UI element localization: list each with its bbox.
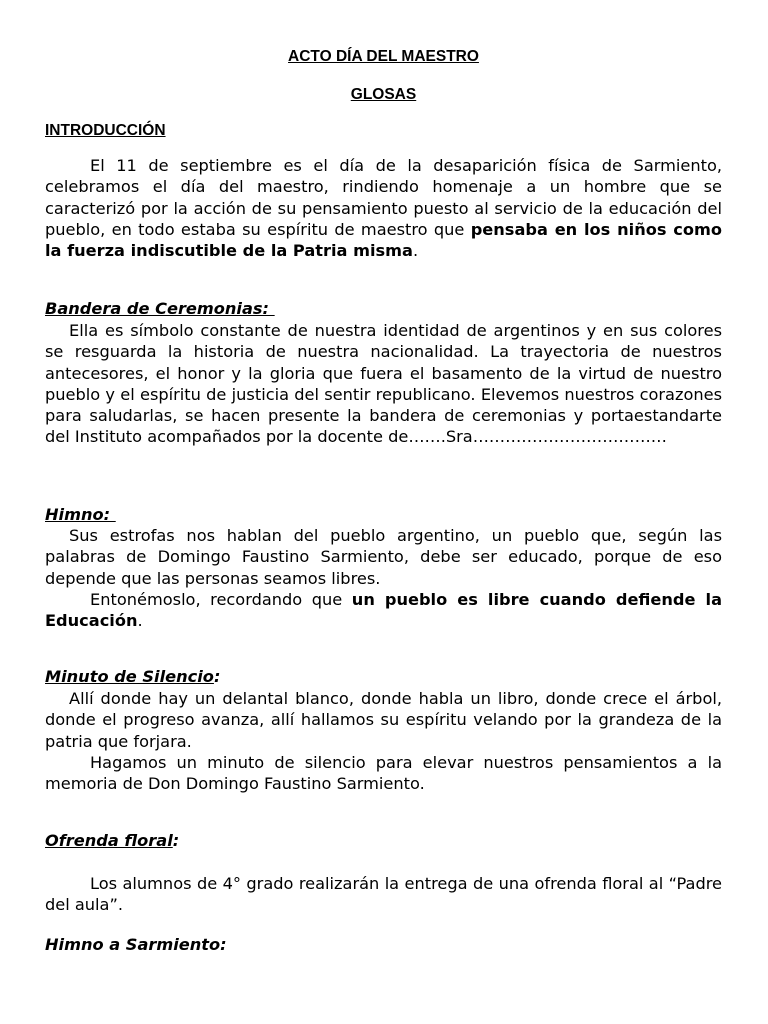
himno-paragraph-1: Sus estrofas nos hablan del pueblo argentino, un pueblo que, según las palabras de Domingo Faustino Sarmiento, debe ser educado, porque de eso depende que las personas seamos libres. <box>45 526 722 588</box>
ofrenda-heading-colon: : <box>172 831 180 850</box>
himno-bold-text: un pueblo es libre cuando defiende la Educación <box>45 590 723 631</box>
intro-bold-text: pensaba en los niños como la fuerza indiscutible de la Patria misma <box>45 219 722 261</box>
bandera-heading: Bandera de Ceremonias: <box>45 299 275 318</box>
himno-paragraph-2 <box>45 589 722 632</box>
document-subtitle: GLOSAS <box>350 86 417 103</box>
minuto-paragraph-1: Allí donde hay un delantal blanco, donde habla un libro, donde crece el árbol, donde el progreso avanza, allí hallamos su espíritu velando por la grandeza de la patria que forjara. <box>45 689 722 751</box>
ofrenda-paragraph: Los alumnos de 4° grado realizarán la entrega de una ofrenda floral al “Padre del aula”. <box>45 874 722 915</box>
ofrenda-heading <box>45 831 179 850</box>
himno-text2-start: Entonémoslo, recordando que <box>90 590 352 609</box>
document-page <box>45 0 722 1024</box>
intro-heading: INTRODUCCIÓN <box>45 122 166 139</box>
bandera-paragraph: Ella es símbolo constante de nuestra identidad de argentinos y en sus colores se resguarda la historia de nuestra nacionalidad. La trayectoria de nuestros antecesores, el honor y la gloria que fuera el basamento de la virtud de nuestro pueblo y el espíritu de justicia del sentir republicano. Elevemos nuestros corazones para saludarlas, se hacen presente la bandera de ceremonias y portaestandarte del Instituto acompañados por la docente de…….Sra……………………………… <box>45 321 722 447</box>
himno-text2-end: . <box>137 611 143 631</box>
ofrenda-heading-text: Ofrenda floral <box>45 831 173 850</box>
intro-text: El 11 de septiembre es el día de la desaparición física de Sarmiento, celebramos el día del maestro, rindiendo homenaje a un hombre que se caracterizó por la acción de su pensamiento puesto al servicio de la educación del pueblo, en todo estaba su espíritu de maestro que <box>45 156 722 239</box>
minuto-heading <box>45 667 220 686</box>
himno-heading: Himno: <box>45 505 116 524</box>
himno-sarmiento-heading: Himno a Sarmiento: <box>45 935 227 954</box>
document-title: ACTO DÍA DEL MAESTRO <box>288 48 479 65</box>
intro-paragraph <box>45 155 722 261</box>
minuto-heading-text: Minuto de Silencio <box>45 667 214 686</box>
intro-end: . <box>412 241 419 261</box>
minuto-heading-colon: : <box>213 667 221 686</box>
minuto-paragraph-2: Hagamos un minuto de silencio para elevar nuestros pensamientos a la memoria de Don Domingo Faustino Sarmiento. <box>45 753 722 794</box>
